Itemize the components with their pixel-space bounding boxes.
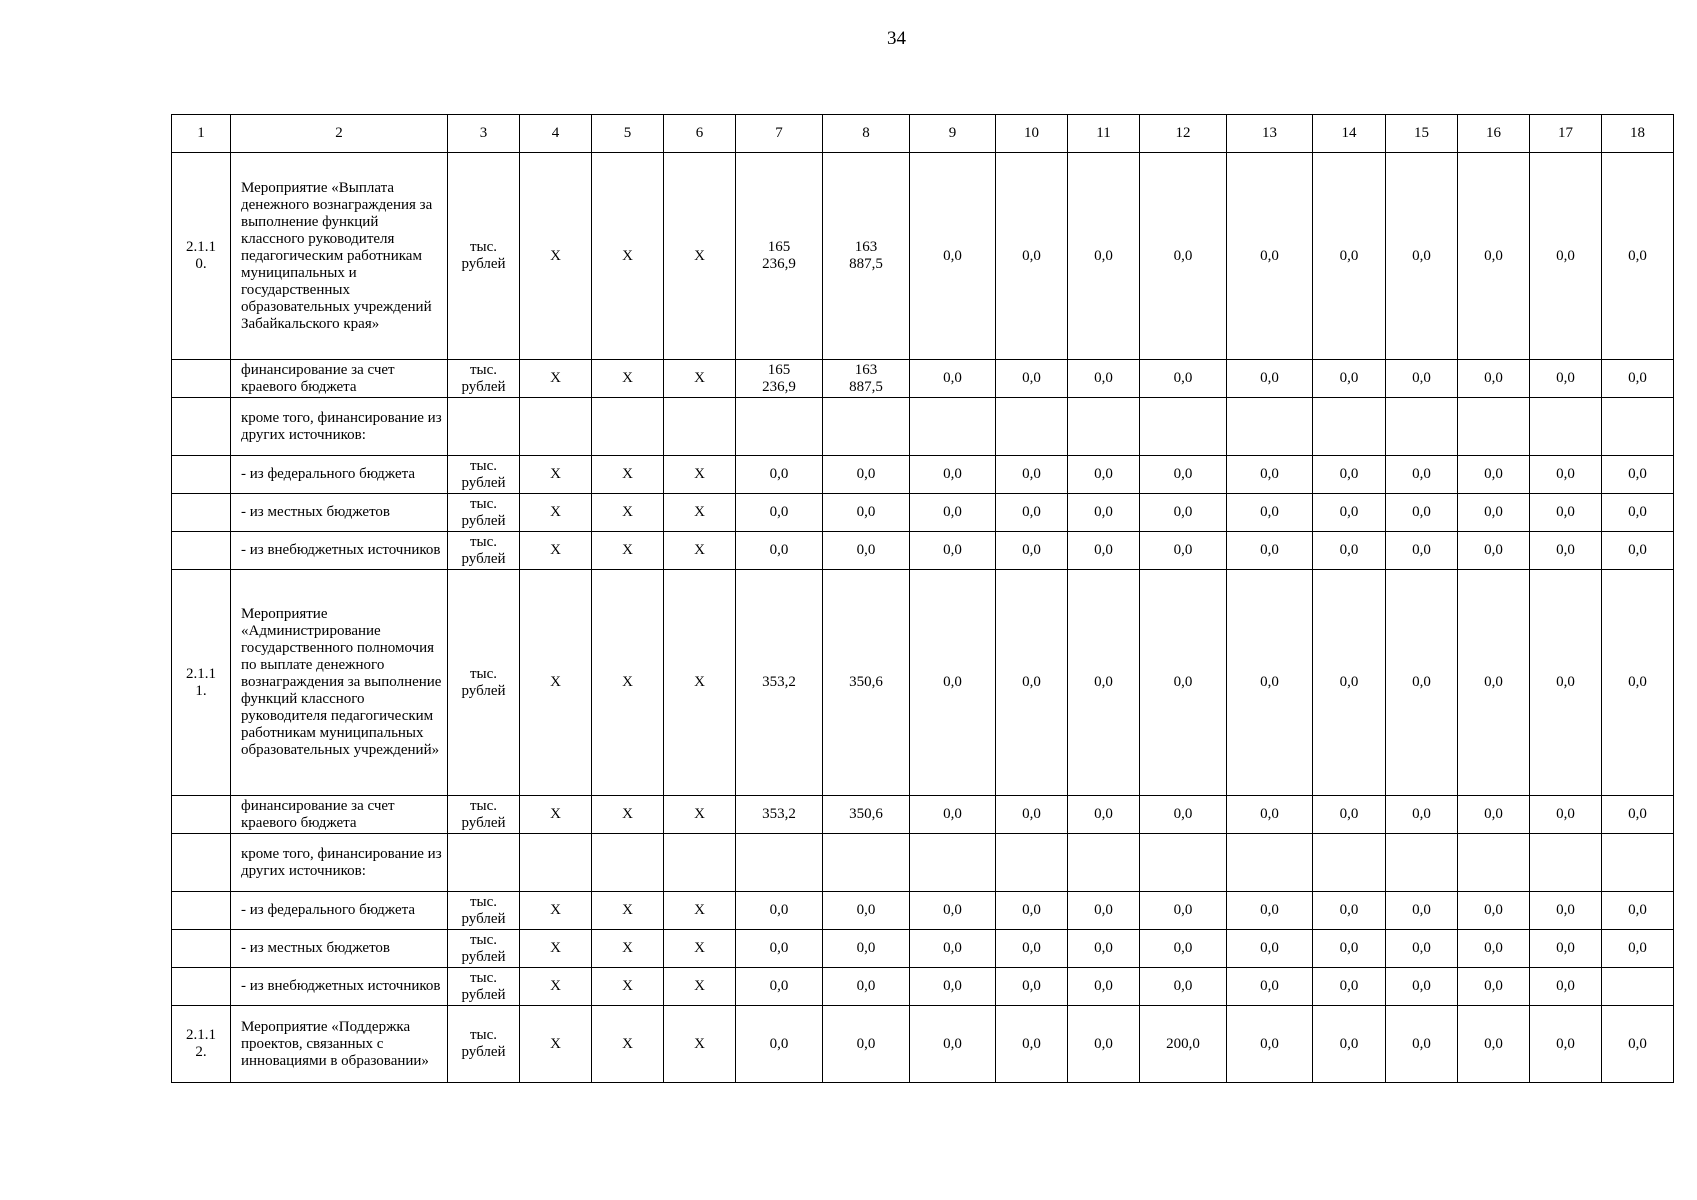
table-cell: 0,0 [1227,456,1313,494]
table-cell: тыс. рублей [448,1006,520,1083]
table-cell: 0,0 [1068,1006,1140,1083]
table-cell: X [592,968,664,1006]
table-cell: 0,0 [1530,456,1602,494]
table-cell [910,398,996,456]
table-cell: 0,0 [1140,532,1227,570]
table-cell: X [664,930,736,968]
table-cell: 0,0 [1140,153,1227,360]
header-cell: 13 [1227,115,1313,153]
table-cell: X [664,968,736,1006]
table-cell: 0,0 [1313,892,1386,930]
table-cell: 0,0 [1227,796,1313,834]
row-name-cell: Мероприятие «Выплата денежного вознаграждения за выполнение функций классного руководителя педагогическим работникам муниципальных и государственных образовательных учреждений Забайкальского края» [231,153,448,360]
header-cell: 2 [231,115,448,153]
table-cell: 0,0 [736,930,823,968]
table-row [172,930,1674,968]
table-cell: X [664,1006,736,1083]
table-cell: 0,0 [823,532,910,570]
table-cell: 0,0 [1386,796,1458,834]
table-cell: тыс. рублей [448,796,520,834]
table-cell [1140,398,1227,456]
table-cell: 0,0 [1140,570,1227,796]
table-cell: 163 887,5 [823,360,910,398]
table-cell: 0,0 [1313,153,1386,360]
table-cell [1227,834,1313,892]
table-cell [1140,834,1227,892]
header-cell: 14 [1313,115,1386,153]
header-cell: 9 [910,115,996,153]
header-row [172,115,1674,153]
table-cell: X [592,1006,664,1083]
row-name-cell: - из местных бюджетов [231,494,448,532]
table-cell: 0,0 [910,1006,996,1083]
table-cell: 0,0 [996,930,1068,968]
table-cell: 0,0 [1068,968,1140,1006]
budget-table [171,114,1674,1083]
table-cell: 0,0 [910,456,996,494]
table-cell [1386,398,1458,456]
table-cell [1313,398,1386,456]
table-cell: 0,0 [1313,570,1386,796]
header-cell: 1 [172,115,231,153]
table-cell [1458,834,1530,892]
table-cell: 0,0 [1458,968,1530,1006]
table-cell: X [592,456,664,494]
table-cell: 0,0 [1458,570,1530,796]
row-number-cell [172,360,231,398]
table-cell: X [520,360,592,398]
table-cell: 0,0 [1140,892,1227,930]
table-cell: 0,0 [736,892,823,930]
table-cell: X [520,892,592,930]
table-cell: 0,0 [736,494,823,532]
table-cell: 0,0 [823,494,910,532]
table-row [172,892,1674,930]
table-cell: 0,0 [1068,360,1140,398]
row-name-cell: финансирование за счет краевого бюджета [231,360,448,398]
table-cell: 0,0 [1458,1006,1530,1083]
row-name-cell: - из внебюджетных источников [231,532,448,570]
row-name-cell: кроме того, финансирование из других источников: [231,834,448,892]
table-cell: 0,0 [1386,968,1458,1006]
header-cell: 17 [1530,115,1602,153]
table-cell: 0,0 [910,968,996,1006]
table-cell: X [520,153,592,360]
table-cell: тыс. рублей [448,892,520,930]
table-cell: 0,0 [1458,796,1530,834]
row-name-cell: - из федерального бюджета [231,892,448,930]
table-cell: 0,0 [1227,892,1313,930]
table-cell [592,398,664,456]
table-cell: 0,0 [996,153,1068,360]
table-cell: X [664,360,736,398]
table-cell: 350,6 [823,570,910,796]
table-cell: 165 236,9 [736,153,823,360]
table-cell: тыс. рублей [448,494,520,532]
table-cell [1530,834,1602,892]
header-cell: 12 [1140,115,1227,153]
table-cell: 353,2 [736,796,823,834]
row-number-cell [172,532,231,570]
table-cell [823,398,910,456]
table-cell: X [664,532,736,570]
table-cell [823,834,910,892]
table-cell [520,398,592,456]
table-cell: 0,0 [996,968,1068,1006]
table-cell: 0,0 [1386,456,1458,494]
table-cell: 0,0 [1458,532,1530,570]
header-cell: 15 [1386,115,1458,153]
table-cell: 0,0 [823,1006,910,1083]
table-cell: X [520,494,592,532]
header-cell: 18 [1602,115,1674,153]
table-row [172,1006,1674,1083]
table-cell: X [520,796,592,834]
table-cell: 0,0 [1386,153,1458,360]
table-cell: 0,0 [1530,1006,1602,1083]
header-cell: 5 [592,115,664,153]
table-cell: 0,0 [1313,796,1386,834]
table-cell: 0,0 [1386,494,1458,532]
table-cell: 0,0 [1068,494,1140,532]
table-cell: 0,0 [1602,892,1674,930]
table-cell: 0,0 [1458,494,1530,532]
table-cell: 0,0 [1530,930,1602,968]
table-cell [1227,398,1313,456]
table-cell: 0,0 [1068,532,1140,570]
table-row [172,796,1674,834]
table-cell: 0,0 [1530,796,1602,834]
table-cell: 0,0 [996,1006,1068,1083]
table-cell: тыс. рублей [448,968,520,1006]
table-cell: X [664,570,736,796]
table-cell: 0,0 [910,570,996,796]
row-number-cell: 2.1.1 0. [172,153,231,360]
table-cell: X [520,930,592,968]
table-cell: 0,0 [996,892,1068,930]
table-cell: X [592,532,664,570]
table-cell: 0,0 [1386,570,1458,796]
table-cell: 0,0 [823,456,910,494]
table-cell: 163 887,5 [823,153,910,360]
row-name-cell: кроме того, финансирование из других источников: [231,398,448,456]
row-name-cell: - из федерального бюджета [231,456,448,494]
row-number-cell [172,892,231,930]
table-cell: X [520,570,592,796]
table-cell: 0,0 [996,456,1068,494]
table-cell: X [592,494,664,532]
table-cell: 0,0 [910,153,996,360]
table-cell: 0,0 [1602,796,1674,834]
table-cell [448,398,520,456]
table-cell: 0,0 [1386,532,1458,570]
row-name-cell: финансирование за счет краевого бюджета [231,796,448,834]
table-row [172,360,1674,398]
table-cell: 0,0 [910,532,996,570]
table-cell: 0,0 [1227,930,1313,968]
table-cell: 0,0 [996,532,1068,570]
table-cell [1068,398,1140,456]
table-cell: 0,0 [1386,930,1458,968]
table-cell: 0,0 [1313,456,1386,494]
table-cell: тыс. рублей [448,456,520,494]
table-cell: 0,0 [1227,360,1313,398]
table-cell: X [592,153,664,360]
table-cell [664,398,736,456]
table-cell [592,834,664,892]
header-cell: 11 [1068,115,1140,153]
table-cell: 0,0 [996,494,1068,532]
table-cell [1313,834,1386,892]
table-cell: 0,0 [1602,494,1674,532]
table-cell: 0,0 [1530,494,1602,532]
table-row [172,570,1674,796]
table-cell: 0,0 [1140,456,1227,494]
table-cell: 350,6 [823,796,910,834]
header-cell: 4 [520,115,592,153]
table-cell: 165 236,9 [736,360,823,398]
table-cell: 0,0 [996,570,1068,796]
table-cell: 0,0 [1068,796,1140,834]
table-cell: X [592,930,664,968]
row-number-cell [172,968,231,1006]
row-number-cell [172,456,231,494]
table-cell: 0,0 [1227,494,1313,532]
table-cell: 0,0 [1458,892,1530,930]
table-cell [1068,834,1140,892]
table-cell: 0,0 [1386,360,1458,398]
table-cell: 0,0 [1530,153,1602,360]
table-cell: 0,0 [1386,892,1458,930]
table-cell: 0,0 [1602,1006,1674,1083]
row-number-cell [172,494,231,532]
table-cell [1602,834,1674,892]
table-cell: 0,0 [1602,570,1674,796]
table-cell: 200,0 [1140,1006,1227,1083]
table-cell: 0,0 [1602,930,1674,968]
header-cell: 8 [823,115,910,153]
table-cell: 0,0 [1458,930,1530,968]
table-cell: X [664,456,736,494]
table-cell: тыс. рублей [448,570,520,796]
table-cell [520,834,592,892]
table-cell: X [664,494,736,532]
table-cell: тыс. рублей [448,930,520,968]
table-cell: 0,0 [1227,532,1313,570]
table-cell: тыс. рублей [448,532,520,570]
table-cell: 0,0 [996,796,1068,834]
table-cell: 0,0 [1530,570,1602,796]
table-cell: X [592,796,664,834]
table-cell: X [664,796,736,834]
row-number-cell [172,834,231,892]
table-cell: 0,0 [1458,153,1530,360]
row-name-cell: Мероприятие «Администрирование государственного полномочия по выплате денежного вознаграждения за выполнение функций классного руководителя педагогическим работникам муниципальных образовательных учреждений» [231,570,448,796]
table-cell: 0,0 [823,892,910,930]
table-cell: 0,0 [910,892,996,930]
table-cell: 0,0 [736,532,823,570]
table-cell [996,398,1068,456]
table-cell [664,834,736,892]
table-cell: X [520,456,592,494]
table-cell: 0,0 [736,1006,823,1083]
table-cell: 0,0 [1313,360,1386,398]
table-cell: 0,0 [1530,532,1602,570]
table-row [172,398,1674,456]
table-cell: 0,0 [1140,930,1227,968]
table-cell: 0,0 [1313,532,1386,570]
table-cell: X [592,570,664,796]
table-cell [1530,398,1602,456]
table-cell [1386,834,1458,892]
table-cell: 0,0 [1458,456,1530,494]
row-name-cell: Мероприятие «Поддержка проектов, связанных с инновациями в образовании» [231,1006,448,1083]
table-cell: 0,0 [1140,494,1227,532]
table-cell [1458,398,1530,456]
row-number-cell: 2.1.1 1. [172,570,231,796]
table-row [172,834,1674,892]
table-cell: 0,0 [1313,930,1386,968]
table-cell: 0,0 [1140,796,1227,834]
table-cell [996,834,1068,892]
table-cell: 0,0 [1530,360,1602,398]
header-cell: 7 [736,115,823,153]
row-name-cell: - из местных бюджетов [231,930,448,968]
table-cell: X [520,968,592,1006]
table-cell: тыс. рублей [448,153,520,360]
table-cell: 0,0 [1068,892,1140,930]
table-cell: 0,0 [910,796,996,834]
table-cell: 0,0 [823,930,910,968]
table-row [172,456,1674,494]
table-cell: X [520,532,592,570]
table-body [172,115,1674,1083]
table-cell: 0,0 [1068,456,1140,494]
table-cell: 0,0 [1068,153,1140,360]
table-cell: 0,0 [910,930,996,968]
header-cell: 3 [448,115,520,153]
table-cell: 0,0 [1602,153,1674,360]
table-cell: 0,0 [1313,494,1386,532]
table-cell: 0,0 [736,968,823,1006]
table-cell: 0,0 [1068,930,1140,968]
row-number-cell [172,930,231,968]
table-cell: X [592,360,664,398]
table-cell [736,398,823,456]
row-number-cell [172,398,231,456]
table-cell: 0,0 [1313,968,1386,1006]
table-cell: 0,0 [1140,968,1227,1006]
table-row [172,153,1674,360]
header-cell: 16 [1458,115,1530,153]
table-cell [910,834,996,892]
table-cell: 0,0 [736,456,823,494]
table-cell: 0,0 [1602,456,1674,494]
table-cell: 0,0 [1227,968,1313,1006]
table-row [172,494,1674,532]
table-cell: 0,0 [1140,360,1227,398]
table-cell: 0,0 [1386,1006,1458,1083]
table-cell: X [664,892,736,930]
table-cell: 0,0 [1602,360,1674,398]
table-cell [1602,398,1674,456]
table-cell: 0,0 [1227,570,1313,796]
table-cell: 0,0 [1068,570,1140,796]
table-cell: 0,0 [996,360,1068,398]
table-cell: 0,0 [1602,532,1674,570]
table-cell: 0,0 [910,360,996,398]
table-cell: X [592,892,664,930]
table-cell [448,834,520,892]
page-number: 34 [887,28,906,49]
table-cell: 0,0 [823,968,910,1006]
table-cell: 0,0 [1227,1006,1313,1083]
header-cell: 6 [664,115,736,153]
table-cell [1602,968,1674,1006]
table-cell: X [520,1006,592,1083]
table-cell: 0,0 [1227,153,1313,360]
table-row [172,532,1674,570]
table-cell: тыс. рублей [448,360,520,398]
table-cell: 0,0 [1530,968,1602,1006]
table-cell: 0,0 [1313,1006,1386,1083]
table-row [172,968,1674,1006]
table-cell: 0,0 [1458,360,1530,398]
row-number-cell: 2.1.1 2. [172,1006,231,1083]
header-cell: 10 [996,115,1068,153]
table-cell: 0,0 [1530,892,1602,930]
table-cell: 353,2 [736,570,823,796]
row-number-cell [172,796,231,834]
table-cell: 0,0 [910,494,996,532]
table-cell: X [664,153,736,360]
row-name-cell: - из внебюджетных источников [231,968,448,1006]
table-cell [736,834,823,892]
